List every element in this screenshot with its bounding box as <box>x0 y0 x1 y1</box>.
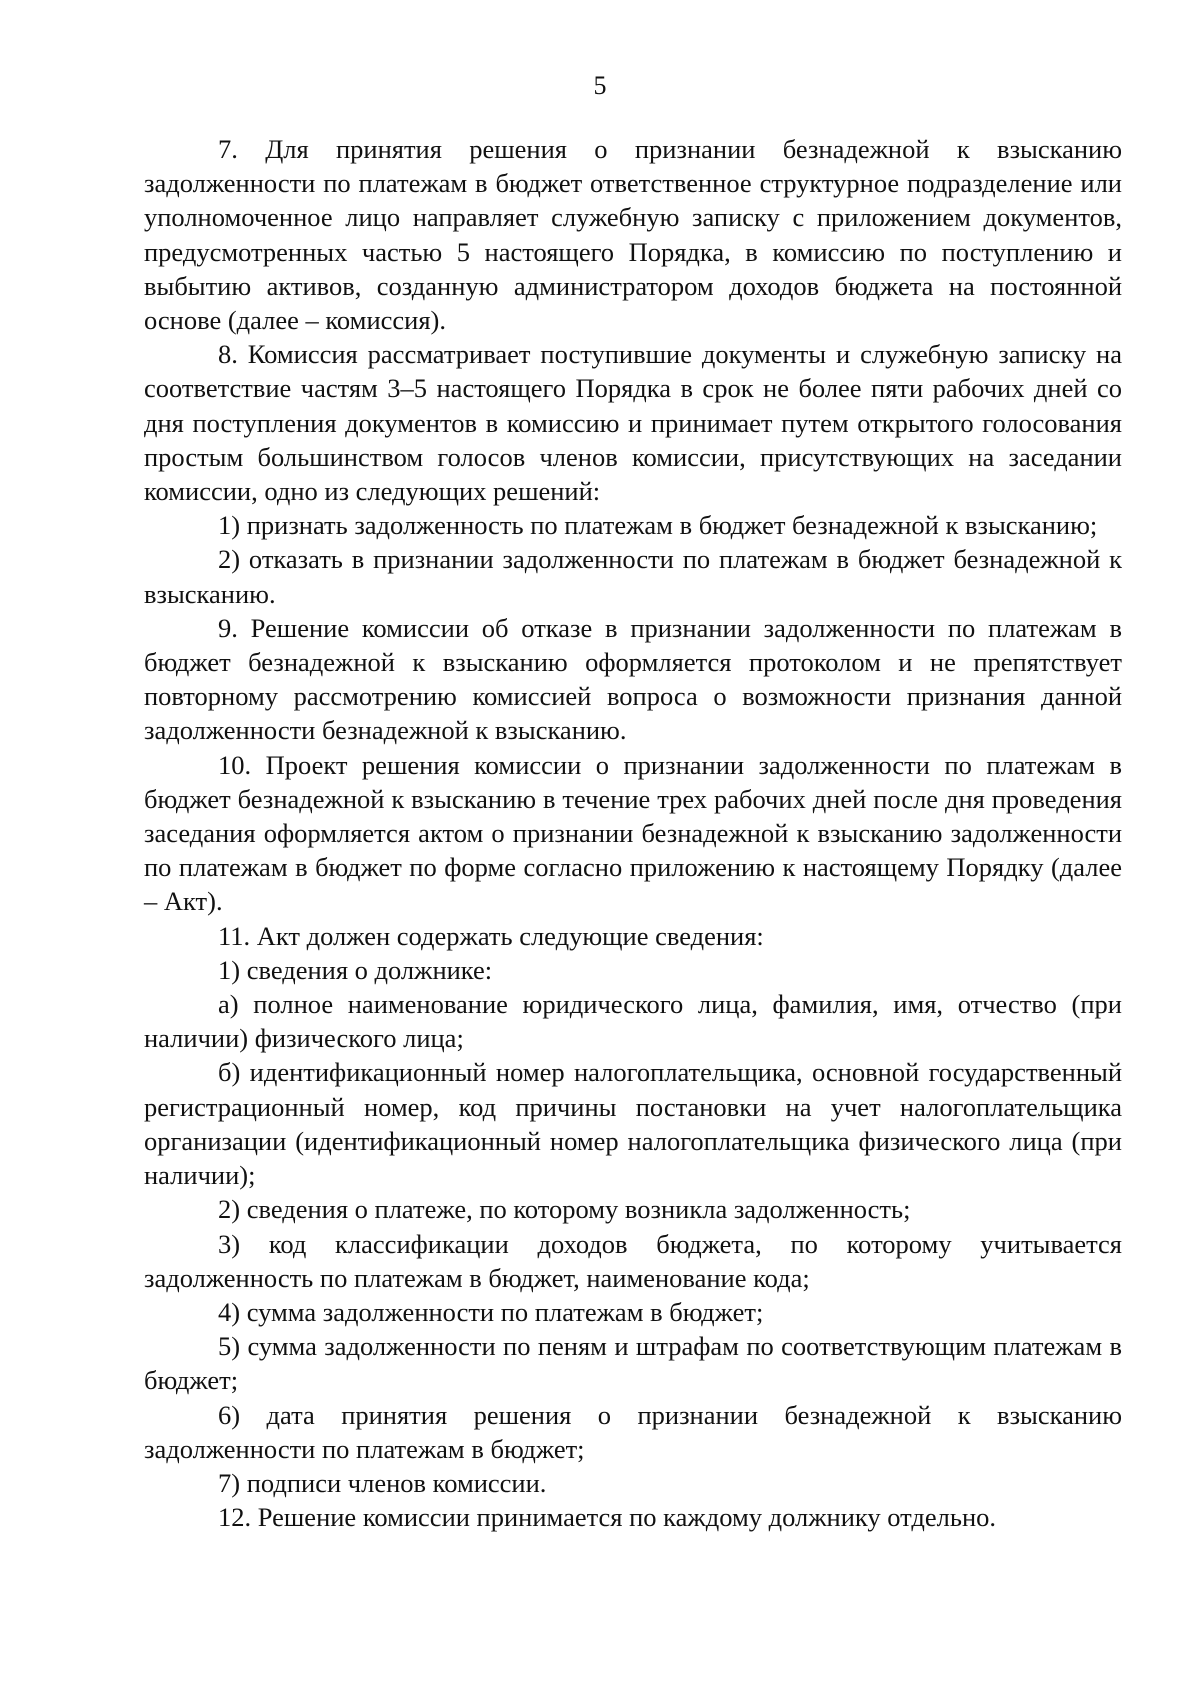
paragraph-11-item-7: 7) подписи членов комиссии. <box>218 1467 547 1498</box>
document-body <box>144 132 1122 1534</box>
paragraph-11: 11. Акт должен содержать следующие сведения: <box>218 920 764 951</box>
paragraph-11-item-3: 3) код классификации доходов бюджета, по которому учитывается задолженность по платежам в бюджет, наименование кода; <box>144 1228 1122 1293</box>
paragraph-11-item-1a: а) полное наименование юридического лица, фамилия, имя, отчество (при наличии) физического лица; <box>144 989 1122 1054</box>
paragraph-8: 8. Комиссия рассматривает поступившие документы и служебную записку на соответствие частям 3–5 настоящего Порядка в срок не более пяти рабочих дней со дня поступления документов в комиссию и принимает путем открытого голосования простым большинством голосов членов комиссии, присутствующих на заседании комиссии, одно из следующих решений: <box>144 339 1122 507</box>
paragraph-8-option-2: 2) отказать в признании задолженности по платежам в бюджет безнадежной к взысканию. <box>144 544 1122 609</box>
paragraph-9: 9. Решение комиссии об отказе в признании задолженности по платежам в бюджет безнадежной к взысканию оформляется протоколом и не препятствует повторному рассмотрению комиссией вопроса о возможности признания данной задолженности безнадежной к взысканию. <box>144 612 1122 746</box>
paragraph-11-item-6: 6) дата принятия решения о признании безнадежной к взысканию задолженности по платежам в бюджет; <box>144 1399 1122 1464</box>
paragraph-11-item-1: 1) сведения о должнике: <box>218 954 493 985</box>
paragraph-7: 7. Для принятия решения о признании безнадежной к взысканию задолженности по платежам в бюджет ответственное структурное подразделение или уполномоченное лицо направляет служебную записку с приложением документов, предусмотренных частью 5 настоящего Порядка, в комиссию по поступлению и выбытию активов, созданную администратором доходов бюджета на постоянной основе (далее – комиссия). <box>144 134 1122 336</box>
paragraph-11-item-2: 2) сведения о платеже, по которому возникла задолженность; <box>218 1194 911 1225</box>
paragraph-10: 10. Проект решения комиссии о признании задолженности по платежам в бюджет безнадежной к взысканию в течение трех рабочих дней после дня проведения заседания оформляется актом о признании безнадежной к взысканию задолженности по платежам в бюджет по форме согласно приложению к настоящему Порядку (далее – Акт). <box>144 749 1122 917</box>
page-number: 5 <box>593 71 607 100</box>
paragraph-11-item-4: 4) сумма задолженности по платежам в бюджет; <box>218 1296 764 1327</box>
paragraph-11-item-5: 5) сумма задолженности по пеням и штрафам по соответствующим платежам в бюджет; <box>144 1331 1122 1396</box>
paragraph-12: 12. Решение комиссии принимается по каждому должнику отдельно. <box>218 1502 996 1533</box>
paragraph-11-item-1b: б) идентификационный номер налогоплательщика, основной государственный регистрационный номер, код причины постановки на учет налогоплательщика организации (идентификационный номер налогоплательщика физического лица (при наличии); <box>144 1057 1122 1191</box>
paragraph-8-option-1: 1) признать задолженность по платежам в бюджет безнадежной к взысканию; <box>218 510 1098 541</box>
